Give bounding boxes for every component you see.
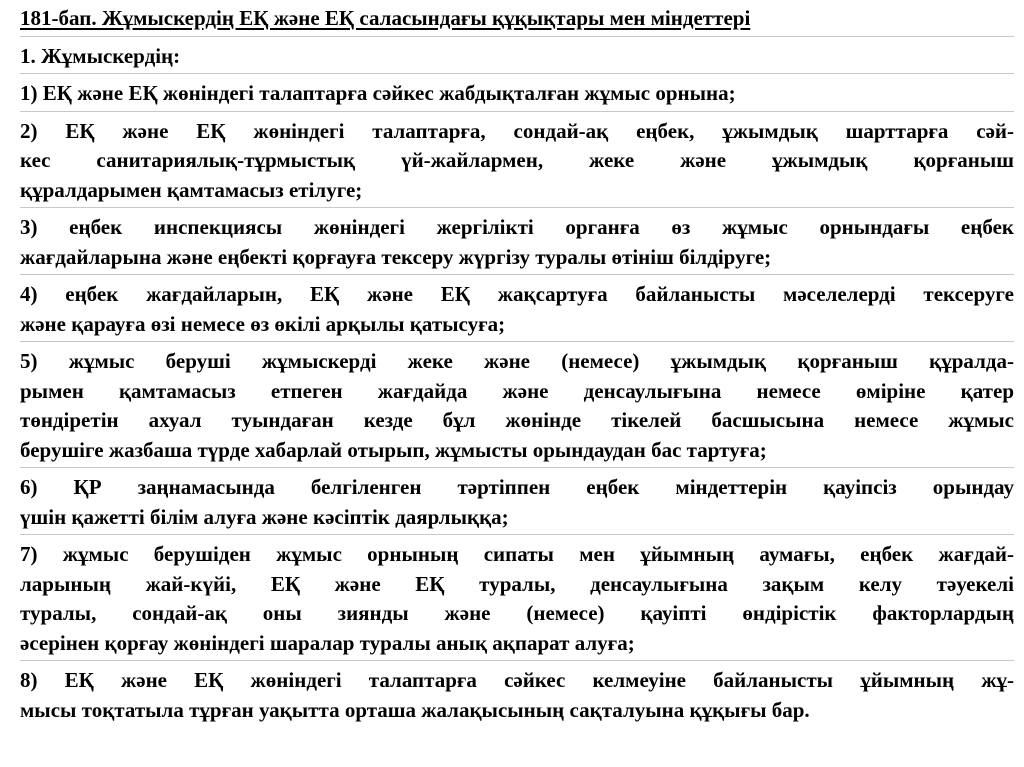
item-line: және қарауға өзі немесе өз өкілі арқылы қатысуға;	[20, 311, 506, 336]
item-line: 5) жұмыс беруші жұмыскерді жеке және (немесе) ұжымдық қорғаныш құралда-	[20, 349, 1014, 373]
list-item	[20, 666, 1014, 725]
separator	[20, 36, 1014, 39]
item-line: 7) жұмыс берушіден жұмыс орнының сипаты мен ұйымның аумағы, еңбек жағдай-	[20, 542, 1014, 566]
intro-line: 1. Жұмыскердің:	[20, 43, 181, 68]
item-line: 4) еңбек жағдайларын, ЕҚ және ЕҚ жақсартуға байланысты мәселелерді тексеруге	[20, 282, 1014, 306]
separator	[20, 341, 1014, 344]
list-item	[20, 79, 1014, 109]
item-line: 2) ЕҚ және ЕҚ жөніндегі талаптарға, сондай-ақ еңбек, ұжымдық шарттарға сәй-	[20, 118, 1014, 143]
list-item	[20, 280, 1014, 339]
rights-list	[20, 79, 1014, 725]
item-line: 1) ЕҚ және ЕҚ жөніндегі талаптарға сәйкес жабдықталған жұмыс орнына;	[20, 81, 736, 105]
separator	[20, 207, 1014, 210]
item-line: құралдарымен қамтамасыз етілуге;	[20, 177, 363, 202]
item-line: рымен қамтамасыз етпеген жағдайда және денсаулығына немесе өміріне қатер	[20, 378, 1014, 403]
item-line: 8) ЕҚ және ЕҚ жөніндегі талаптарға сәйкес келмеуіне байланысты ұйымның жұ-	[20, 668, 1014, 692]
item-line: кес санитариялық-тұрмыстық үй-жайлармен, жеке және ұжымдық қорғаныш	[20, 148, 1014, 172]
list-item	[20, 347, 1014, 465]
list-item	[20, 540, 1014, 658]
item-line: берушіге жазбаша түрде хабарлай отырып, жұмысты орындаудан бас тартуға;	[20, 437, 767, 462]
item-line: туралы, сондай-ақ оны зиянды және (немесе) қауіпті өндірістік факторлардың	[20, 601, 1014, 625]
article-title: 181-бап. Жұмыскердің ЕҚ және ЕҚ саласындағы құқықтары мен міндеттері	[20, 6, 751, 30]
item-line: 3) еңбек инспекциясы жөніндегі жергілікті органға өз жұмыс орнындағы еңбек	[20, 215, 1014, 239]
item-line: мысы тоқтатыла тұрған уақытта орташа жалақысының сақталуына құқығы бар.	[20, 697, 810, 722]
item-line: төндіретін ахуал туындаған кезде бұл жөнінде тікелей басшысына немесе жұмыс	[20, 408, 1014, 432]
item-line: 6) ҚР заңнамасында белгіленген тәртіппен еңбек міндеттерін қауіпсіз орындау	[20, 475, 1014, 499]
list-item	[20, 473, 1014, 532]
list-item	[20, 117, 1014, 206]
item-line: үшін қажетті білім алуға және кәсіптік даярлыққа;	[20, 504, 509, 529]
item-line: жағдайларына және еңбекті қорғауға тексеру жүргізу туралы өтініш білдіруге;	[20, 244, 772, 269]
separator	[20, 467, 1014, 470]
item-line: әсерінен қорғау жөніндегі шаралар туралы анық ақпарат алуға;	[20, 630, 635, 655]
separator	[20, 660, 1014, 663]
item-line: ларының жай-күйі, ЕҚ және ЕҚ туралы, денсаулығына зақым келу тәуекелі	[20, 571, 1014, 596]
separator	[20, 73, 1014, 76]
separator	[20, 534, 1014, 537]
separator	[20, 111, 1014, 114]
separator	[20, 274, 1014, 277]
list-item	[20, 213, 1014, 272]
article-text	[20, 4, 1014, 725]
